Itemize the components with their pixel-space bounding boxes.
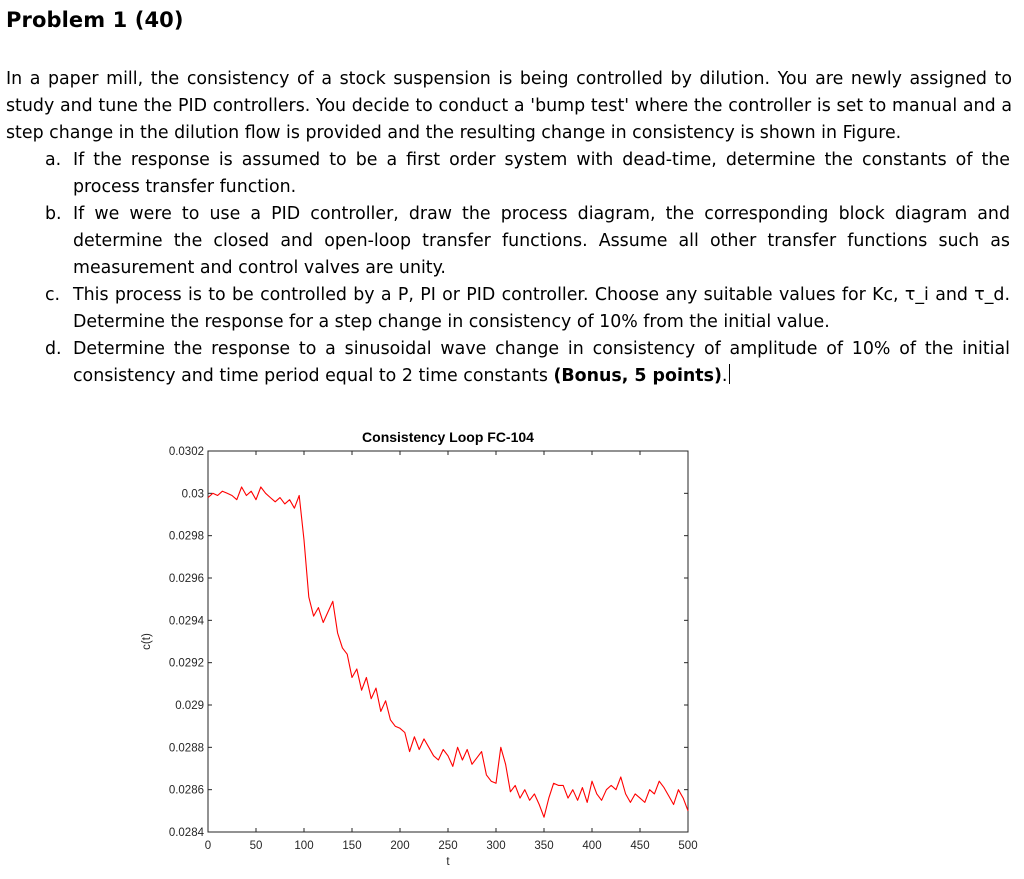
bonus-note: (Bonus, 5 points) <box>553 366 722 386</box>
x-tick-label: 450 <box>630 840 650 852</box>
part-c <box>0 282 1010 336</box>
x-tick-label: 350 <box>534 840 554 852</box>
x-tick-label: 50 <box>249 840 263 852</box>
x-tick-label: 250 <box>438 840 458 852</box>
y-tick-label: 0.0302 <box>168 446 204 458</box>
part-tail: . <box>721 366 728 386</box>
part-b <box>0 201 1010 282</box>
x-tick-label: 200 <box>390 840 410 852</box>
part-text: If the response is assumed to be a first order system with dead-time, determine the constants of the process transfer function. <box>73 150 1010 197</box>
y-axis-label: c(t) <box>141 633 153 650</box>
part-letter: c. <box>45 285 61 305</box>
x-tick-label: 300 <box>486 840 506 852</box>
plot-area <box>208 451 688 832</box>
problem-title: Problem 1 (40) <box>6 8 184 32</box>
problem-intro: In a paper mill, the consistency of a stock suspension is being controlled by dilution. You are newly assigned to study and tune the PID controllers. You decide to conduct a 'bump test' where the controller is set to manual and a step change in the dilution flow is provided and the resulting change in consistency is shown in Figure. <box>6 69 1012 143</box>
y-tick-label: 0.0296 <box>168 573 204 585</box>
y-tick-label: 0.0294 <box>168 615 204 628</box>
x-axis-label: t <box>446 856 450 868</box>
y-tick-label: 0.029 <box>175 700 204 712</box>
y-tick-label: 0.0288 <box>168 742 204 755</box>
x-tick-label: 0 <box>204 840 212 852</box>
x-tick-label: 100 <box>294 840 314 852</box>
part-text: This process is to be controlled by a P, PI or PID controller. Choose any suitable values for Kc, τ_i and τ_d. Determine the response for a step change in consistency of 10% from the initial value. <box>73 285 1010 332</box>
y-tick-label: 0.0298 <box>168 530 204 543</box>
part-text: Determine the response to a sinusoidal wave change in consistency of amplitude of 10% of the initial consistency and time period equal to 2 time constants <box>73 339 1010 386</box>
problem-parts-list <box>0 147 1010 390</box>
part-a <box>0 147 1010 201</box>
x-tick-label: 400 <box>582 840 602 852</box>
part-letter: a. <box>45 150 62 170</box>
y-tick-label: 0.0286 <box>168 784 204 797</box>
part-letter: b. <box>45 204 62 224</box>
y-tick-label: 0.0284 <box>168 827 204 839</box>
y-tick-label: 0.03 <box>181 488 204 501</box>
y-tick-label: 0.0292 <box>168 657 204 670</box>
text-cursor <box>729 364 730 384</box>
part-letter: d. <box>45 339 62 359</box>
chart-title: Consistency Loop FC-104 <box>362 429 534 445</box>
consistency-chart <box>110 420 730 875</box>
part-d <box>0 336 1010 390</box>
x-tick-label: 500 <box>678 840 698 852</box>
x-tick-label: 150 <box>342 840 362 852</box>
part-text: If we were to use a PID controller, draw the process diagram, the corresponding block diagram and determine the closed and open-loop transfer functions. Assume all other transfer functions such as measurement and control valves are unity. <box>73 204 1010 278</box>
